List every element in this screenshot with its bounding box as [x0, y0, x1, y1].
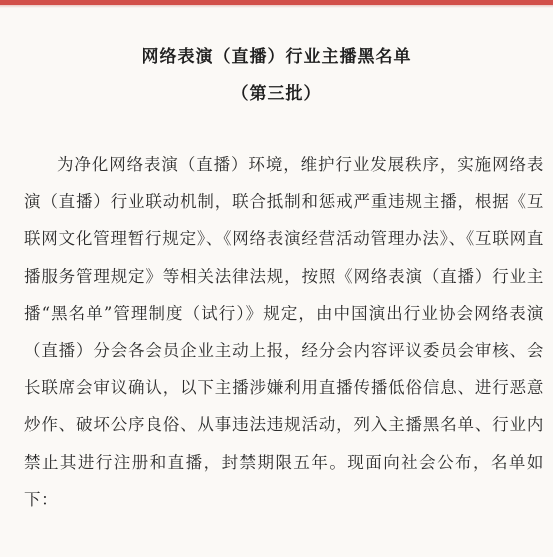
body-paragraph: 为净化网络表演（直播）环境，维护行业发展秩序，实施网络表演（直播）行业联动机制，联合抵制和惩戒严重违规主播，根据《互联网文化管理暂行规定》、《网络表演经营活动管理办法》、《互联网直播服务管理规定》等相关法律法规，按照《网络表演（直播）行业主播“黑名单”管理制度（试行）》规定，由中国演出行业协会网络表演（直播）分会各会员企业主动上报，经分会内容评议委员会审核、会长联席会审议确认，以下主播涉嫌利用直播传播低俗信息、进行恶意炒作、破坏公序良俗、从事违法违规活动，列入主播黑名单、行业内禁止其进行注册和直播，封禁期限五年。现面向社会公布，名单如下： [24, 155, 544, 509]
document-title: 网络表演（直播）行业主播黑名单 [141, 47, 412, 67]
top-band-shadow [0, 5, 553, 8]
document-subtitle: （第三批） [231, 84, 322, 104]
